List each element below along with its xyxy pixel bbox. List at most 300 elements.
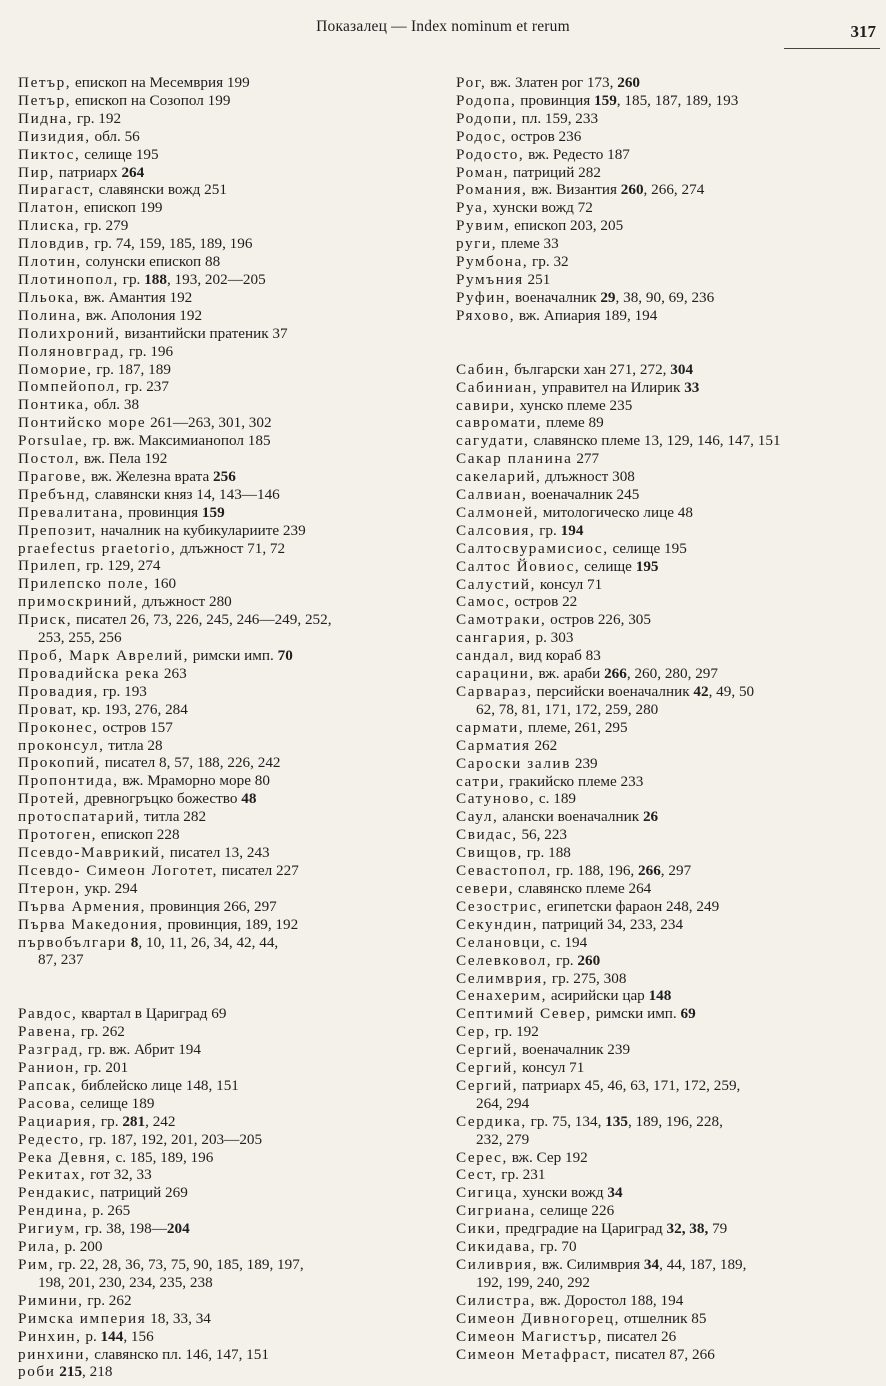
index-entry [18,737,438,755]
index-description: гр. [555,951,578,969]
index-entry [18,253,438,271]
index-description: славянски вожд 251 [98,181,227,199]
index-entry [18,1256,438,1292]
index-description: длъжност 280 [142,593,232,611]
index-entry [456,558,876,576]
index-entry [18,1202,438,1220]
index-term: примоскриний, [18,593,139,611]
index-term: Самотраки, [456,611,547,629]
index-term: протоспатарий, [18,808,141,826]
index-term: Протей, [18,790,81,808]
index-term: сангария, [456,629,532,647]
index-entry [456,1023,876,1041]
index-description: с. 189 [538,790,577,808]
index-entry [456,773,876,791]
index-term: Псевдо- Симеон Логотет, [18,861,218,879]
index-description: вж. араби [538,665,605,683]
index-description: епископ на Месемврия 199 [75,74,250,91]
index-description: алански военачалник [502,808,643,826]
index-term: сарацини, [456,665,535,683]
index-description: 18, 33, 34 [150,1309,211,1327]
index-entry [18,217,438,235]
index-term: Сер, [456,1023,491,1041]
index-description: гр. 275, 308 [551,969,627,987]
index-term: Салсовия, [456,521,536,539]
index-entry [456,379,876,397]
index-description: древногръцко божество [84,790,242,808]
index-entry [456,952,876,970]
index-description: патриций 269 [99,1184,188,1202]
index-entry [456,307,876,325]
index-pages: , 260, 280, 297 [626,665,718,683]
index-entry [456,1310,876,1328]
index-term: Porsulae, [18,432,89,450]
index-description: 239 [574,754,598,772]
index-description: с. 185, 189, 196 [115,1148,214,1166]
index-entry [18,414,438,432]
index-description: 56, 223 [521,826,567,844]
index-entry [456,576,876,594]
index-entry [18,540,438,558]
index-description: гот 32, 33 [90,1166,152,1184]
index-description: остров 22 [514,593,578,611]
index-entry [18,450,438,468]
index-description: гр. 188, 196, [555,862,639,880]
index-entry [18,1346,438,1364]
index-description: хунско племе 235 [519,396,633,414]
index-bold-page: 281 [122,1112,146,1130]
index-description: гр. 279 [84,217,129,235]
index-pages: , 38, 90, 69, 236 [615,288,715,306]
index-pages: , 185, 187, 189, 193 [616,91,739,109]
index-term: Родосто, [456,145,525,163]
index-entry [18,593,438,611]
index-term: Проб, Марк Аврелий, [18,647,189,664]
index-entry [456,790,876,808]
index-entry [456,1292,876,1310]
index-entry [18,665,438,683]
index-description: гракийско племе 233 [509,772,644,790]
index-entry [18,557,438,575]
index-term: Сезострис, [456,897,543,915]
index-description: гр. 201 [83,1059,129,1077]
index-entry [456,1346,876,1364]
index-entry [456,862,876,880]
index-entry [456,217,876,235]
index-entry [456,468,876,486]
index-description: укр. 294 [84,879,138,897]
index-entry [456,164,876,182]
index-description: български хан 271, 272, [514,360,671,378]
index-term: Симеон Магистър, [456,1327,603,1345]
index-term: Рендакис, [18,1184,97,1202]
index-term: Пльока, [18,288,80,306]
index-bold-page: 32, 38, [666,1220,709,1238]
index-continuation: 198, 201, 230, 234, 235, 238 [38,1273,213,1291]
index-term: Саул, [456,808,499,826]
index-entry [456,361,876,379]
index-description: вид кораб 83 [518,647,601,665]
index-term: савири, [456,396,516,414]
index-description: солунски епископ 88 [85,253,221,271]
index-entry [18,199,438,217]
index-term: Превалитана, [18,503,125,521]
index-description: пл. 159, 233 [521,109,599,127]
index-entry [456,271,876,289]
index-bold-page: 148 [648,987,672,1005]
index-term: Рекитах, [18,1166,87,1184]
index-term: Първа Македония, [18,915,164,933]
index-description: титла 282 [144,808,207,826]
index-term: Провадийска река [18,664,161,682]
index-entry [456,844,876,862]
index-term: Сергий, [456,1059,519,1077]
index-entry [18,719,438,737]
index-entry [456,1077,876,1113]
index-entry [18,110,438,128]
index-description: хунски вожд [522,1184,608,1202]
index-term: Поморие, [18,360,93,378]
index-description: римски имп. [595,1005,681,1023]
index-term: Сест, [456,1166,498,1184]
index-term: Расова, [18,1094,77,1112]
index-description: гр. 22, 28, 36, 73, 75, 90, 185, 189, 197, [58,1256,304,1273]
index-term: Сигриана, [456,1202,537,1220]
index-term: Препозит, [18,521,97,539]
index-term: Ряхово, [456,306,516,324]
index-term: Проват, [18,700,78,718]
index-description: провинция 266, 297 [149,897,277,915]
index-entry [456,235,876,253]
index-term: Равдос, [18,1005,78,1023]
index-term: Сенахерим, [456,987,548,1005]
index-description: военачалник 245 [531,486,640,504]
index-description: гр. 38, 198— [84,1220,167,1238]
index-bold-page: 48 [241,790,257,808]
index-term: Протоген, [18,826,98,844]
index-description: 263 [163,664,187,682]
index-term: Ригиум, [18,1220,81,1238]
index-term: Рим, [18,1256,55,1273]
index-description: гр. 74, 159, 185, 189, 196 [94,235,253,253]
index-entry [456,970,876,988]
index-entry [456,934,876,952]
index-description: военачалник [514,288,601,306]
index-description: консул 71 [521,1059,585,1077]
page-number: 317 [850,22,876,41]
index-entry [18,378,438,396]
index-description: гр. 192 [494,1023,539,1041]
index-bold-page: 159 [201,503,225,521]
index-term: Руфин, [456,288,512,306]
index-continuation: 192, 199, 240, 292 [476,1273,590,1291]
index-bold-page: 194 [560,521,584,539]
index-entry [18,1328,438,1346]
index-description: патриций 34, 233, 234 [541,915,684,933]
index-description: гр. 192 [76,109,122,127]
index-entry [18,1220,438,1238]
index-description: племе 33 [500,235,559,253]
index-entry [18,1166,438,1184]
index-entry [18,1023,438,1041]
index-bold-page: 188 [144,270,167,288]
index-pages: , 242 [145,1112,176,1130]
index-term: руги, [456,235,498,253]
index-entry [18,862,438,880]
index-description: митологическо лице 48 [542,503,693,521]
index-term: Петър, [18,91,72,109]
index-term: Полина, [18,306,82,324]
index-term: Симеон Метафраст, [456,1345,612,1363]
index-term: Селановци, [456,933,547,951]
index-entry [456,987,876,1005]
index-description: военачалник 239 [521,1041,631,1059]
index-entry [18,754,438,772]
index-description: патриарх 45, 46, 63, 171, 172, 259, [521,1076,741,1094]
index-term: Равена, [18,1023,77,1041]
index-description: епископ на Созопол 199 [75,91,231,109]
index-entry [18,1363,438,1381]
index-entry [18,844,438,862]
index-entry [18,146,438,164]
index-term: Пидна, [18,109,74,127]
index-description: р. [85,1327,101,1345]
index-entry [18,235,438,253]
index-term: Селимврия, [456,969,549,987]
index-description: вж. Аполония 192 [85,306,203,324]
index-description: остров 157 [102,718,173,736]
index-entry [456,92,876,110]
index-entry [18,916,438,934]
index-bold-page: 266 [638,862,661,880]
index-entry [456,880,876,898]
index-description: писател 227 [221,861,299,879]
index-entry [456,289,876,307]
index-pages: , 266, 274 [643,181,705,199]
index-bold-page: 34 [607,1184,623,1202]
index-description: вж. Амантия 192 [83,288,193,306]
index-description: 277 [576,450,600,468]
index-term: praefectus praetorio, [18,539,177,557]
index-term: Румбона, [456,253,529,271]
index-entry [18,790,438,808]
index-bold-page: 8 [130,933,139,951]
index-description: египетски фараон 248, 249 [546,897,720,915]
index-term: Силиврия, [456,1256,539,1273]
index-entry [18,522,438,540]
index-description: с. 194 [550,933,588,951]
index-entry [456,146,876,164]
index-description: обл. 56 [94,127,140,145]
index-description: вж. Пела 192 [83,450,168,468]
index-entry [456,432,876,450]
index-bold-page: 204 [166,1220,190,1238]
index-description: вж. Редесто 187 [528,145,630,163]
index-entry [456,629,876,647]
index-entry [456,1041,876,1059]
index-term: Плотинопол, [18,270,119,288]
index-description: писател 87, 266 [614,1345,715,1363]
index-entry [18,74,438,92]
index-description: гр. 187, 189 [96,360,171,378]
index-pages: , 218 [82,1363,113,1381]
index-term: Плиска, [18,217,81,235]
index-term: Сатуново, [456,790,536,808]
index-term: Редесто, [18,1130,86,1148]
index-term: Сабин, [456,360,511,378]
letter-section-gap [18,969,438,1005]
index-term: сагудати, [456,432,530,450]
index-term: Салтос Йовиос, [456,557,581,575]
index-description: кр. 193, 276, 284 [81,700,188,718]
index-description: квартал в Цариград 69 [81,1005,227,1023]
index-entry [456,110,876,128]
index-entry [18,1238,438,1256]
index-entry [456,1202,876,1220]
index-pages: , 49, 50 [708,683,755,700]
index-entry [456,450,876,468]
index-entry [18,504,438,522]
index-entry [18,325,438,343]
index-term: Севастопол, [456,862,553,880]
index-term: Пизидия, [18,127,91,145]
index-term: Птерон, [18,879,81,897]
index-description: провинция [520,91,594,109]
index-term: Прагове, [18,467,88,485]
index-bold-page: 260 [577,951,601,969]
index-entry [18,271,438,289]
index-term: Рапсак, [18,1076,78,1094]
index-term: Сакар планина [456,450,573,468]
index-term: Салвиан, [456,486,528,504]
index-term: Помпейопол, [18,378,121,396]
index-description: гр. 196 [128,342,174,360]
index-term: Серес, [456,1148,508,1166]
index-entry [456,1005,876,1023]
index-description: библейско лице 148, 151 [80,1076,239,1094]
running-title: Показалец — Index nominum et rerum [316,18,570,35]
index-term: Симеон Дивногорец, [456,1309,621,1327]
index-term: Понтийско море [18,414,147,432]
index-description: гр. 262 [80,1023,125,1041]
index-description: персийски военачалник [536,683,694,700]
index-entry [18,1041,438,1059]
index-term: Понтика, [18,396,90,414]
index-entry [456,74,876,92]
index-description: вж. Златен рог 173, [490,74,618,91]
index-entry [18,1292,438,1310]
index-term: сатри, [456,772,506,790]
index-continuation: 232, 279 [476,1130,530,1148]
index-term: ринхини, [18,1345,91,1363]
index-term: Приск, [18,611,73,629]
index-entry [456,898,876,916]
index-bold-page: 264 [121,163,145,181]
index-description: 160 [153,575,177,593]
index-entry [456,540,876,558]
index-description: писател 26 [606,1327,677,1345]
index-pages: , 156 [123,1327,154,1345]
index-description: консул 71 [539,575,603,593]
index-entry [18,468,438,486]
index-description: гр. 32 [532,253,569,271]
index-description: епископ 203, 205 [514,217,624,235]
index-description: селище 195 [84,145,159,163]
index-term: Сики, [456,1220,502,1238]
index-entry [456,397,876,415]
index-description: вж. Апиария 189, 194 [518,306,658,324]
index-description: гр. 187, 192, 201, 203—205 [88,1130,263,1148]
index-term: севери, [456,879,515,897]
index-entry [456,719,876,737]
index-entry [18,1149,438,1167]
index-term: Сарвараз, [456,683,533,700]
index-term: Полихроний, [18,324,121,342]
index-description: писател 13, 243 [169,843,270,861]
index-description: длъжност 71, 72 [180,539,286,557]
index-column-left [18,74,438,1381]
index-description: славянско племе 13, 129, 146, 147, 151 [533,432,781,450]
index-entry [456,181,876,199]
index-description: епископ 199 [83,199,163,217]
index-entry [18,1310,438,1328]
index-description: византийски пратеник 37 [124,324,288,342]
index-term: Пропонтида, [18,772,119,790]
index-description: патриций 282 [512,163,601,181]
index-term: Романия, [456,181,528,199]
index-entry [18,934,438,970]
index-entry [18,575,438,593]
index-term: Псевдо-Маврикий, [18,843,166,861]
index-bold-page: 260 [617,74,640,91]
index-entry [18,361,438,379]
index-bold-page: 42 [693,683,709,700]
index-term: Първа Армения, [18,897,147,915]
index-term: сармати, [456,718,525,736]
index-term: сакеларий, [456,468,542,486]
index-pages: , 10, 11, 26, 34, 42, 44, [138,933,279,951]
index-term: Свидас, [456,826,518,844]
index-term: Ранион, [18,1059,81,1077]
index-entry [18,611,438,647]
index-entry [456,199,876,217]
index-continuation: 62, 78, 81, 171, 172, 259, 280 [476,700,659,718]
index-bold-page: 215 [59,1363,83,1381]
index-entry [456,593,876,611]
index-entry [456,683,876,719]
index-description: гр. 188 [526,844,571,862]
index-pages: , 44, 187, 189, [659,1256,747,1273]
index-term: Сабиниан, [456,378,539,396]
index-description: остров 236 [510,127,582,145]
index-description: писател 8, 57, 188, 226, 242 [104,754,281,772]
index-term: Селевковол, [456,951,553,969]
index-term: савромати, [456,414,543,432]
index-description: вж. Сер 192 [511,1148,588,1166]
index-entry [18,808,438,826]
index-term: Пребънд, [18,485,91,503]
index-entry [456,1256,876,1292]
index-bold-page: 266 [604,665,627,683]
index-description: гр. [122,270,145,288]
index-column-right [456,74,876,1363]
index-entry [18,486,438,504]
index-term: Пиктос, [18,145,81,163]
index-pages: , 193, 202—205 [166,270,266,288]
index-entry [18,826,438,844]
index-description: вж. Железна врата [90,467,214,485]
index-term: Самос, [456,593,511,611]
